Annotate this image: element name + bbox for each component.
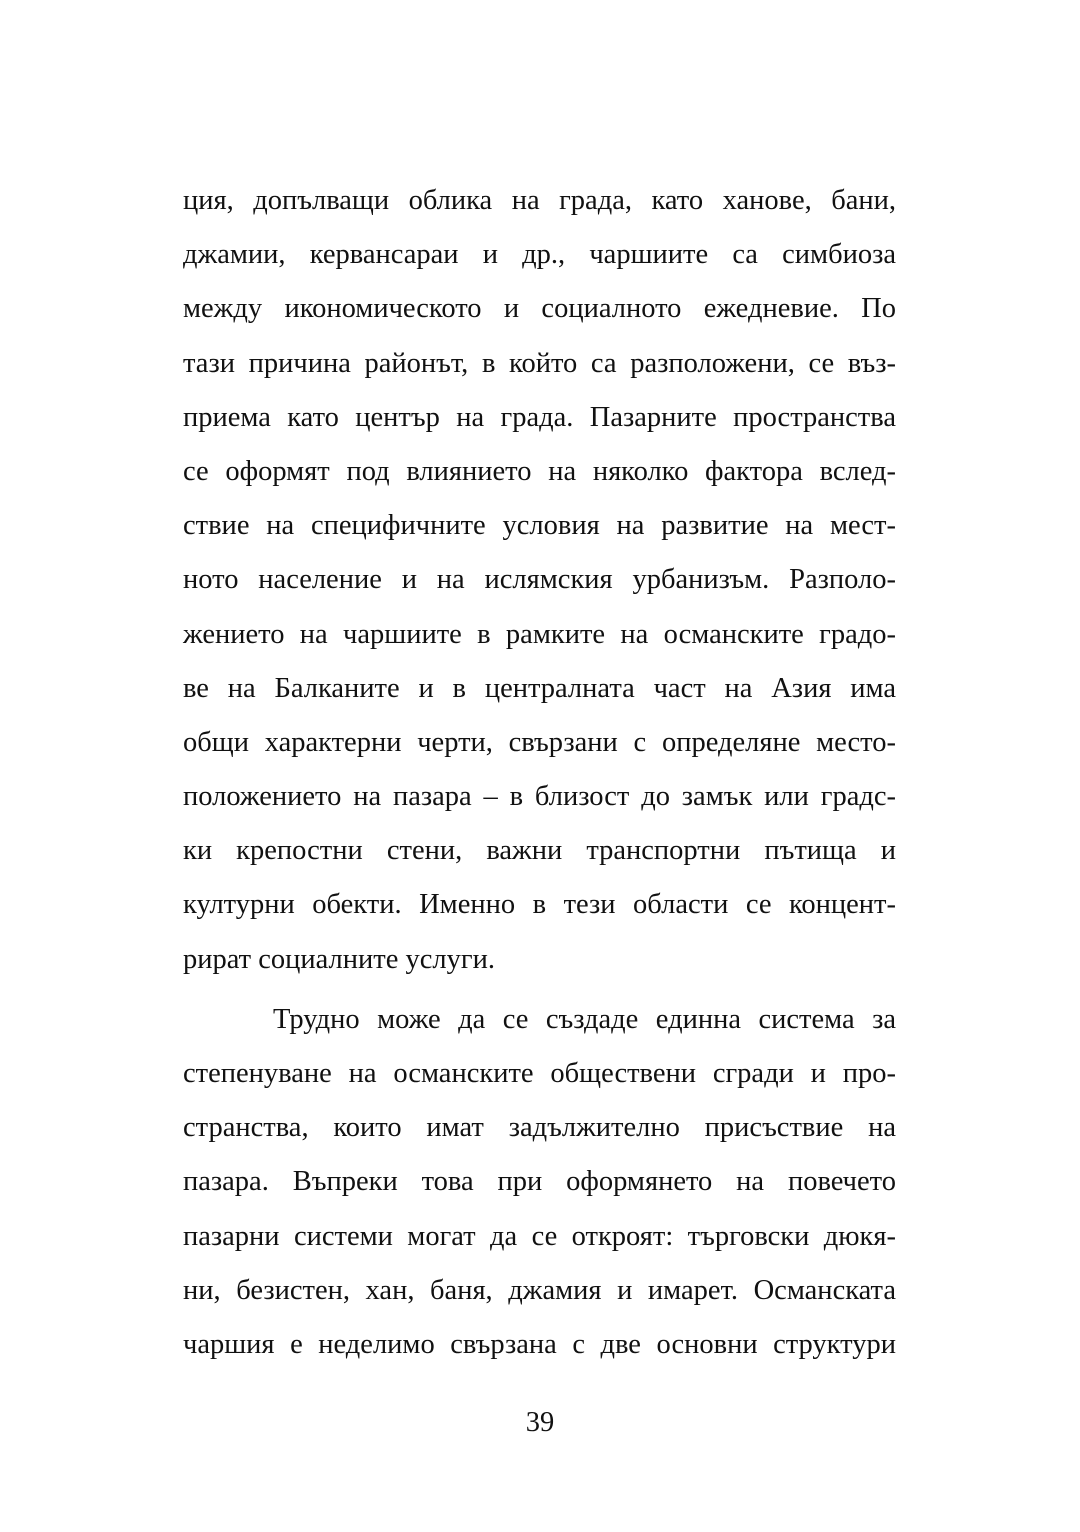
body-text xyxy=(183,177,896,1375)
text-line: ки крепостни стени, важни транспортни пътища и xyxy=(183,835,896,867)
text-line: пазарни системи могат да се откроят: търговски дюкя- xyxy=(183,1220,896,1252)
text-line: приема като център на града. Пазарните пространства xyxy=(183,401,896,433)
text-line: степенуване на османските обществени сгради и про- xyxy=(183,1058,896,1089)
text-line: положението на пазара – в близост до замък или градс- xyxy=(183,781,896,813)
text-line: се оформят под влиянието на няколко фактора вслед- xyxy=(183,455,896,487)
text-line: общи характерни черти, свързани с определяне место- xyxy=(183,726,896,758)
text-line: ствие на специфичните условия на развитие на мест- xyxy=(183,510,896,542)
page-number: 39 xyxy=(525,1407,555,1438)
text-line: рират социалните услуги. xyxy=(183,943,495,975)
text-line: тази причина районът, в който са разположени, се въз- xyxy=(183,347,896,379)
text-line: странства, които имат задължително присъствие на xyxy=(183,1112,896,1144)
text-line: джамии, кервансараи и др., чаршиите са симбиоза xyxy=(183,239,896,271)
paragraph xyxy=(183,177,896,990)
text-line: пазара. Въпреки това при оформянето на повечето xyxy=(183,1166,896,1198)
text-line: ното население и на ислямския урбанизъм. Разполо- xyxy=(183,564,896,596)
text-line: ве на Балканите и в централната част на Азия има xyxy=(183,672,896,704)
text-line: жението на чаршиите в рамките на османските градо- xyxy=(183,618,896,650)
text-line: ция, допълващи облика на града, като ханове, бани, xyxy=(183,185,896,216)
text-line: между икономическото и социалното ежедневие. По xyxy=(183,293,896,325)
text-line: ни, безистен, хан, баня, джамия и имарет. Османската xyxy=(183,1274,896,1306)
paragraph xyxy=(183,996,896,1375)
text-line: чаршия е неделимо свързана с две основни структури xyxy=(183,1328,896,1360)
text-line: Трудно може да се създаде единна система за xyxy=(273,1003,896,1035)
text-line: културни обекти. Именно в тези области се концент- xyxy=(183,889,896,921)
